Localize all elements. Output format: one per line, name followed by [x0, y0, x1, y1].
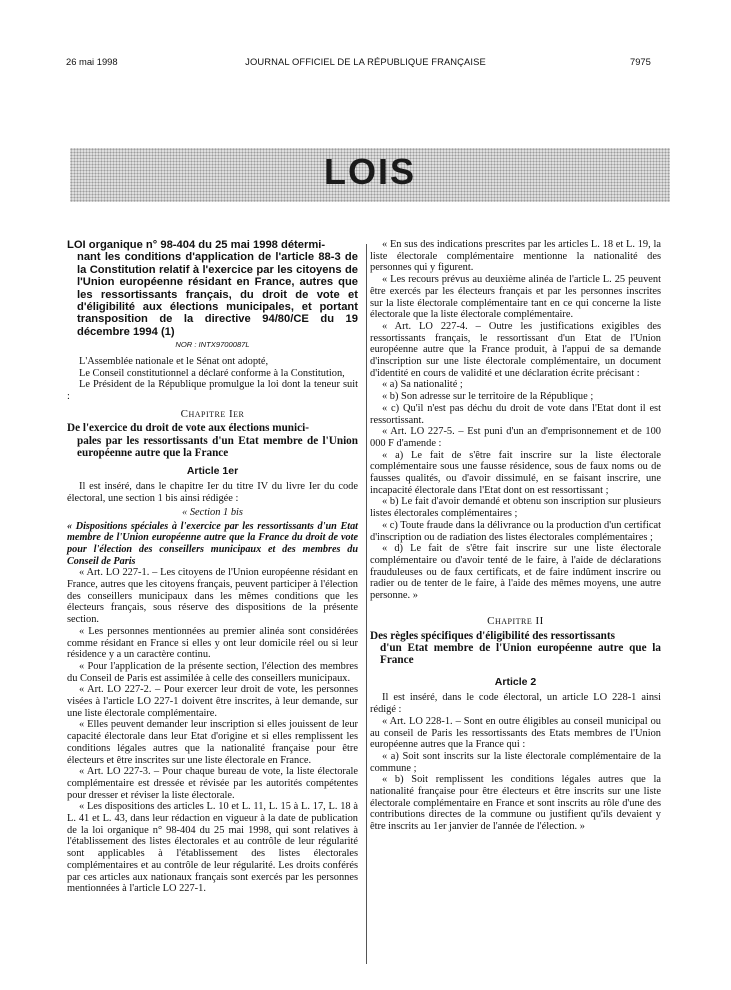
chapter-title-body: d'un Etat membre de l'Union européenne autre que la France	[380, 641, 661, 667]
paragraph: « Pour l'application de la présente section, l'élection des membres du Conseil de Paris est assimilée à celle des conseillers municipaux.	[67, 660, 358, 684]
paragraph: « Elles peuvent demander leur inscription si elles jouissent de leur capacité électorale dans leur Etat d'origine et si elles remplissent les conditions légales autres que la nationalité française pour être électeurs et être inscrites sur une liste électorale en France.	[67, 719, 358, 766]
chapter-title-first-line: Des règles spécifiques d'éligibilité des ressortissants	[370, 629, 615, 642]
paragraph: « Les dispositions des articles L. 10 et L. 11, L. 15 à L. 17, L. 18 à L. 41 et L. 43, dans leur rédaction en vigueur à la date de publication de la loi organique n° 98-404 du 25 mai 1998, qui sont relatives à l'établissement des listes électorales et au contrôle de leur régularité sont applicables à l'établissement des listes électorales complémentaires et au contrôle de leur régularité. Les droits conférés par ces articles aux nationaux français sont exercés par les personnes mentionnées à l'article LO 227-1.	[67, 801, 358, 895]
paragraph: « Art. LO 227-1. – Les citoyens de l'Union européenne résidant en France, autres que les citoyens français, peuvent participer à l'élection des conseillers municipaux dans les mêmes conditions que les électeurs français, sous réserve des dispositions de la présente section.	[67, 567, 358, 626]
paragraph: « Les recours prévus au deuxième alinéa de l'article L. 25 peuvent être exercés par les électeurs français et par les personnes inscrites sur la liste électorale complémentaire tant en ce qui concerne la liste électorale que la liste électorale complémentaire.	[370, 274, 661, 321]
section-title: « Dispositions spéciales à l'exercice par les ressortissants d'un Etat membre de l'Union européenne autre que la France du droit de vote pour l'élection des conseillers municipaux et des membres du Conseil de Paris	[67, 520, 358, 567]
paragraph: « a) Soit sont inscrits sur la liste électorale complémentaire de la commune ;	[370, 750, 661, 774]
law-title	[67, 239, 358, 338]
paragraph: « Art. LO 227-4. – Outre les justifications exigibles des ressortissants français, le ressortissant d'un Etat de l'Union européenne autre que la France produit, à l'appui de sa demande d'inscription sur une liste électorale complémentaire, un document d'identité en cours de validité et une déclaration écrite précisant :	[370, 320, 661, 379]
header-journal-title: JOURNAL OFFICIEL DE LA RÉPUBLIQUE FRANÇAISE	[245, 56, 486, 67]
law-title-first-line: LOI organique n° 98-404 du 25 mai 1998 détermi-	[67, 239, 326, 251]
article-heading: Article 2	[494, 675, 537, 688]
nor-reference: NOR : INTX9700087L	[175, 340, 250, 350]
paragraph: « a) Sa nationalité ;	[382, 379, 463, 391]
paragraph: « b) Le fait d'avoir demandé et obtenu son inscription sur plusieurs listes électorales complémentaires ;	[370, 496, 661, 520]
preamble-line: Le Président de la République promulgue la loi dont la teneur suit :	[67, 379, 358, 403]
chapter-title-body: pales par les ressortissants d'un Etat membre de l'Union européenne autre que la France	[77, 434, 358, 460]
paragraph: « Art. LO 227-3. – Pour chaque bureau de vote, la liste électorale complémentaire est dressée et révisée par les autorités compétentes pour dresser et réviser la liste électorale.	[67, 766, 358, 801]
right-column	[370, 239, 661, 833]
paragraph: Il est inséré, dans le chapitre Ier du titre IV du livre Ier du code électoral, une section 1 bis ainsi rédigée :	[67, 481, 358, 505]
left-column	[67, 239, 358, 895]
header-page-number: 7975	[630, 56, 651, 67]
law-title-body: nant les conditions d'application de l'article 88-3 de la Constitution relatif à l'exercice par les citoyens de l'Union européenne résidant en France, autres que les ressortissants français, du droit de vote et d'éligibilité aux élections municipales, et portant transposition de la directive 94/80/CE du 19 décembre 1994 (1)	[77, 251, 358, 338]
chapter-title	[370, 630, 661, 667]
page-header	[0, 56, 731, 70]
paragraph: « c) Toute fraude dans la délivrance ou la production d'un certificat d'inscription ou de radiation des listes électorales complémentaires ;	[370, 519, 661, 543]
column-divider	[366, 244, 367, 964]
paragraph: « d) Le fait de s'être fait inscrire sur une liste électorale complémentaire ou d'avoir tenté de le faire, à l'aide de déclarations frauduleuses ou de faux certificats, et de faire indûment inscrire ou radier ou de tenter de le faire, à l'aide des mêmes moyens, une autre personne. »	[370, 543, 661, 602]
paragraph: « Art. LO 227-2. – Pour exercer leur droit de vote, les personnes visées à l'article LO 227-1 doivent être inscrites, à leur demande, sur une liste électorale complémentaire.	[67, 684, 358, 719]
chapter-label: Chapitre II	[487, 614, 544, 627]
article-heading: Article 1er	[186, 464, 239, 477]
paragraph: « a) Le fait de s'être fait inscrire sur la liste électorale complémentaire sous une fausse résidence, sous de faux noms ou de fausses qualités, ou d'avoir dissimulé, en se faisant inscrire, une incapacité électorale dans l'Etat dont on est ressortissant ;	[370, 449, 661, 496]
preamble-line: L'Assemblée nationale et le Sénat ont adopté,	[79, 355, 269, 367]
section-banner	[70, 148, 670, 202]
paragraph: « Les personnes mentionnées au premier alinéa sont considérées comme résidant en France si elles y ont leur domicile réel ou si leur résidence y a un caractère continu.	[67, 625, 358, 661]
banner-title: LOIS	[323, 151, 416, 192]
section-heading: « Section 1 bis	[182, 506, 243, 518]
paragraph: « c) Qu'il n'est pas déchu du droit de vote dans l'Etat dont il est ressortissant.	[370, 402, 661, 426]
chapter-title-first-line: De l'exercice du droit de vote aux élections munici-	[67, 422, 309, 435]
paragraph: « b) Soit remplissent les conditions légales autres que la nationalité française pour être électeurs et être inscrits sur une liste électorale complémentaire en France et sont inscrits au rôle d'une des contributions directes de la commune ou justifient qu'ils devaient y être inscrits au 1er janvier de l'année de l'élection. »	[370, 774, 661, 833]
preamble-line: Le Conseil constitutionnel a déclaré conforme à la Constitution,	[79, 367, 345, 379]
header-date: 26 mai 1998	[66, 56, 118, 67]
chapter-title	[67, 422, 358, 459]
paragraph: Il est inséré, dans le code électoral, un article LO 228-1 ainsi rédigé :	[370, 692, 661, 716]
paragraph: « Art. LO 228-1. – Sont en outre éligibles au conseil municipal ou au conseil de Paris les ressortissants des Etats membres de l'Union européenne autres que la France qui :	[370, 715, 661, 751]
paragraph: « b) Son adresse sur le territoire de la République ;	[382, 391, 594, 403]
paragraph: « En sus des indications prescrites par les articles L. 18 et L. 19, la liste électorale complémentaire mentionne la nationalité des personnes qui y figurent.	[370, 239, 661, 274]
chapter-label: Chapitre Ier	[180, 407, 245, 420]
paragraph: « Art. LO 227-5. – Est puni d'un an d'emprisonnement et de 100 000 F d'amende :	[370, 426, 661, 449]
